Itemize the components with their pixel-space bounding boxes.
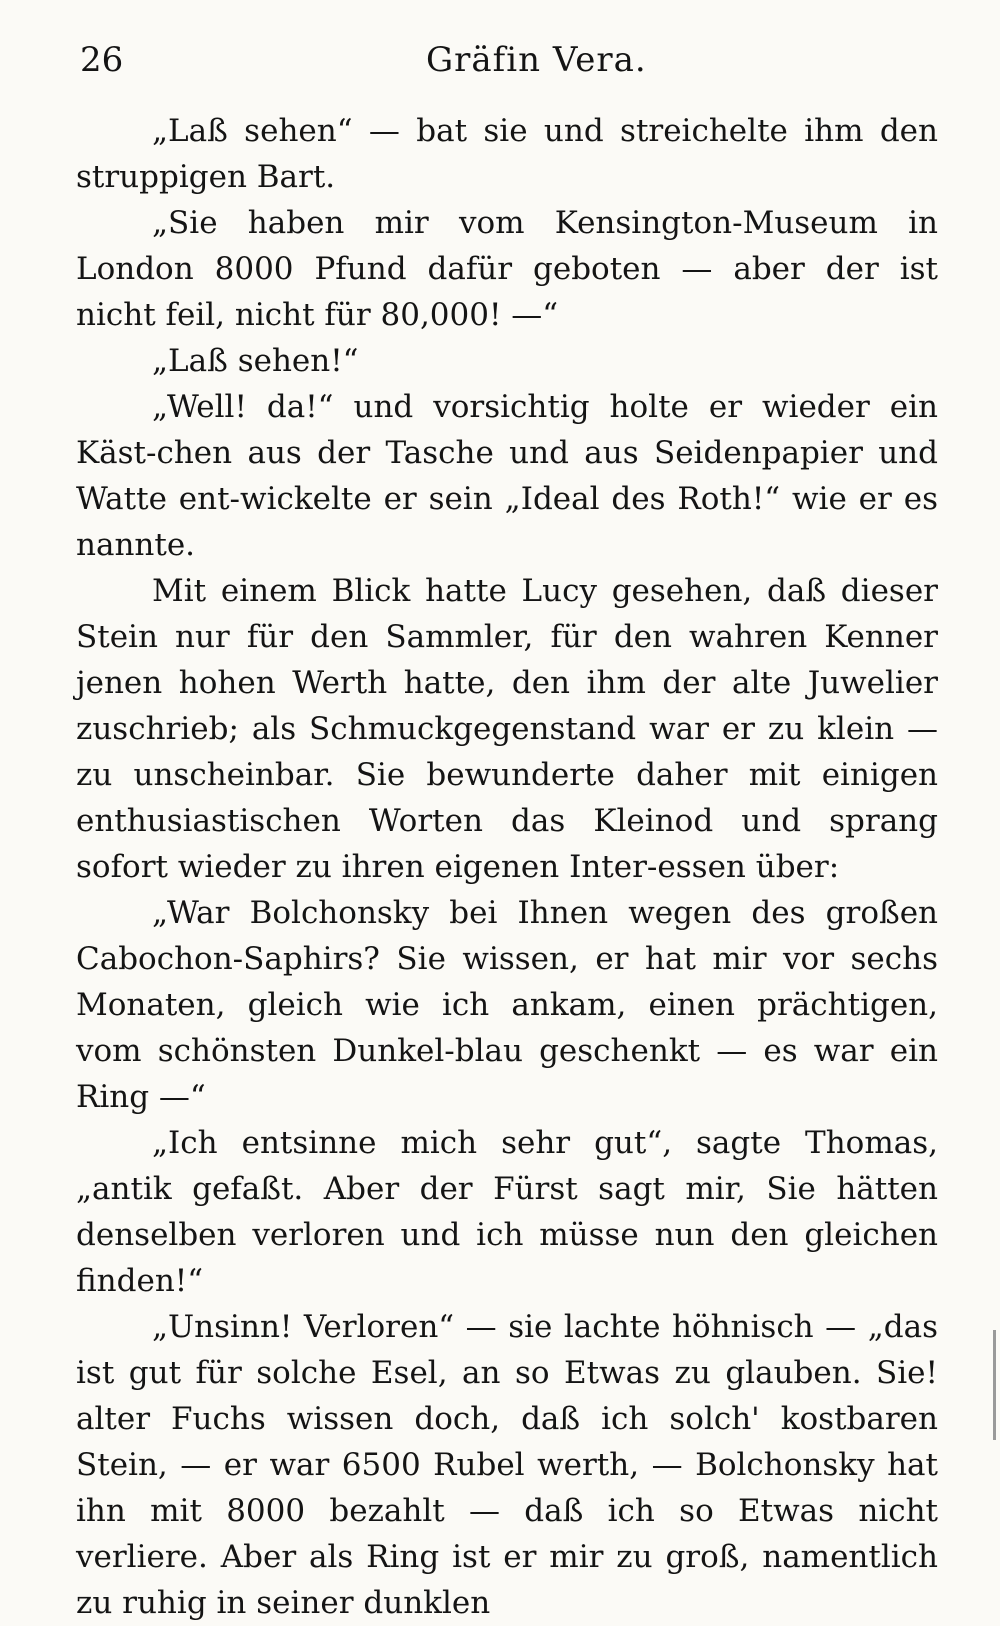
paragraph-8: „Unsinn! Verloren“ — sie lachte höhnisch — „das ist gut für solche Esel, an so Etwas zu glauben. Sie! alter Fuchs wissen doch, daß ich solch' kostbaren Stein, — er war 6500 Rubel werth, — Bolchonsky hat ihn mit 8000 bezahlt — daß ich so Etwas nicht verliere. Aber als Ring ist er mir zu groß, namentlich zu ruhig in seiner dunklen xyxy=(76,1309,938,1621)
page-header xyxy=(76,34,938,90)
scan-edge-mark xyxy=(993,1330,996,1440)
paragraph-2: „Sie haben mir vom Kensington-Museum in London 8000 Pfund dafür geboten — aber der ist nicht feil, nicht für 80,000! —“ xyxy=(76,205,938,333)
paragraph-3: „Laß sehen!“ xyxy=(152,343,359,379)
page-body xyxy=(76,108,938,1626)
paragraph-5: Mit einem Blick hatte Lucy gesehen, daß dieser Stein nur für den Sammler, für den wahren Kenner jenen hohen Werth hatte, den ihm der alte Juwelier zuschrieb; als Schmuckgegenstand war er zu klein — zu unscheinbar. Sie bewunderte daher mit einigen enthusiastischen Worten das Kleinod und sprang sofort wieder zu ihren eigenen Inter-essen über: xyxy=(76,573,938,885)
running-title: Gräfin Vera. xyxy=(426,40,647,80)
paragraph-1: „Laß sehen“ — bat sie und streichelte ihm den struppigen Bart. xyxy=(76,113,938,195)
page-number: 26 xyxy=(80,40,124,80)
paragraph-7: „Ich entsinne mich sehr gut“, sagte Thomas, „antik gefaßt. Aber der Fürst sagt mir, Sie hätten denselben verloren und ich müsse nun den gleichen finden!“ xyxy=(76,1125,938,1299)
paragraph-4: „Well! da!“ und vorsichtig holte er wieder ein Käst-chen aus der Tasche und aus Seidenpapier und Watte ent-wickelte er sein „Ideal des Roth!“ wie er es nannte. xyxy=(76,389,938,563)
paragraph-6: „War Bolchonsky bei Ihnen wegen des großen Cabochon-Saphirs? Sie wissen, er hat mir vor sechs Monaten, gleich wie ich ankam, einen prächtigen, vom schönsten Dunkel-blau geschenkt — es war ein Ring —“ xyxy=(76,895,938,1115)
